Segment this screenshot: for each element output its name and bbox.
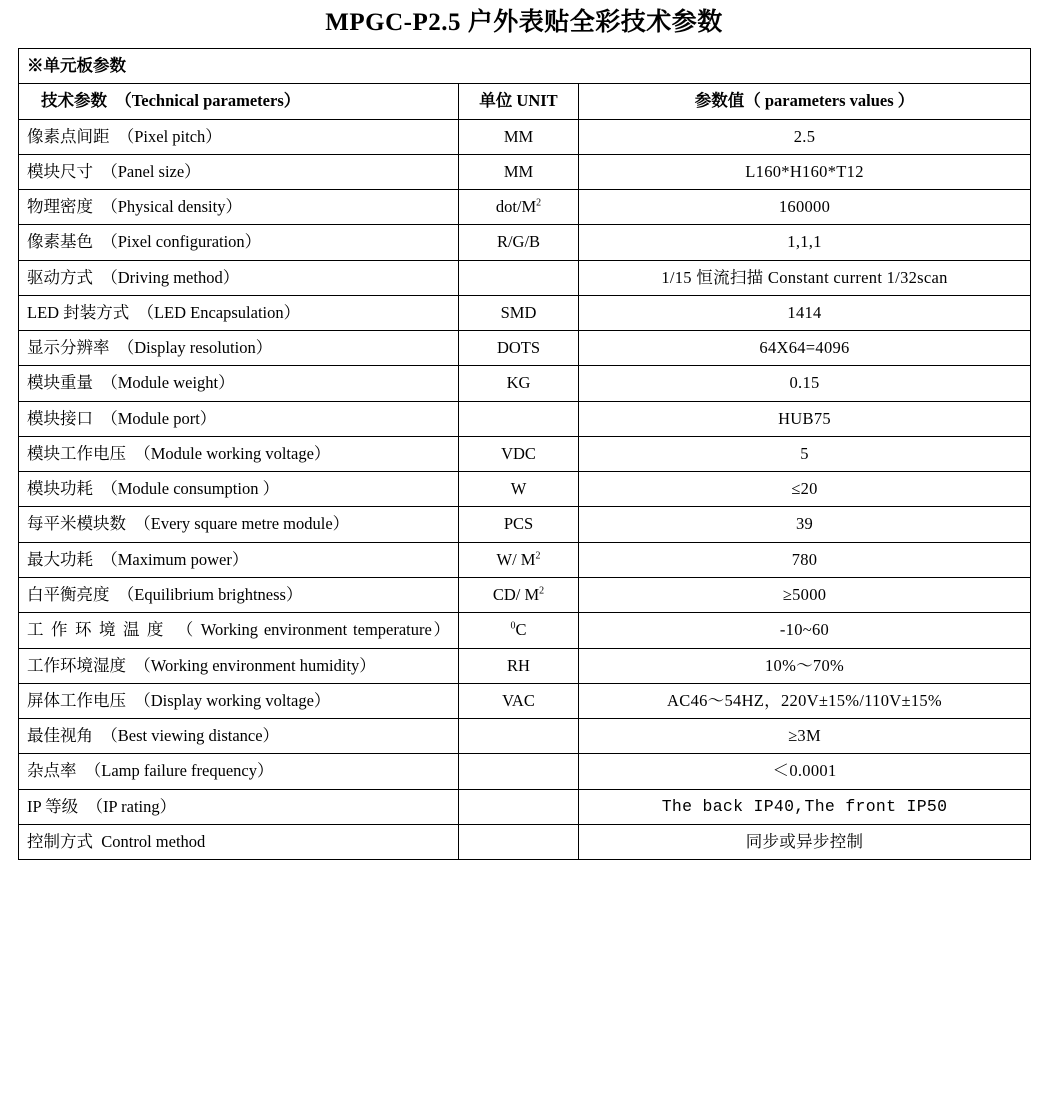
value-cell: 同步或异步控制 [579, 824, 1031, 859]
value-cell: AC46～54HZ，220V±15%/110V±15% [579, 683, 1031, 718]
parameter-name-cell [19, 648, 459, 683]
value-cell: ≥5000 [579, 577, 1031, 612]
parameter-name-cell [19, 190, 459, 225]
value-cell: 1,1,1 [579, 225, 1031, 260]
table-row [19, 719, 1031, 754]
parameter-name-en: （Best viewing distance） [101, 726, 280, 746]
unit-cell: KG [459, 366, 579, 401]
parameter-name-cn: 显示分辨率 [27, 338, 110, 358]
unit-cell: DOTS [459, 331, 579, 366]
unit-cell: MM [459, 119, 579, 154]
parameter-name-cell [19, 154, 459, 189]
column-header-value: 参数值（ parameters values ） [579, 84, 1031, 119]
parameter-name-en: （Module weight） [101, 373, 235, 393]
table-section-heading-row [19, 49, 1031, 84]
parameter-name-en: （Pixel configuration） [101, 232, 262, 252]
parameter-name-cell [19, 824, 459, 859]
parameter-name-cn: 工 作 环 境 温 度 [27, 620, 166, 640]
parameter-name-cn: 模块重量 [27, 373, 93, 393]
parameter-name-cn: 物理密度 [27, 197, 93, 217]
parameter-name-cell [19, 260, 459, 295]
value-cell: ≤20 [579, 472, 1031, 507]
value-cell: 160000 [579, 190, 1031, 225]
parameter-name-cn: 白平衡亮度 [27, 584, 110, 604]
parameter-name-cn: 每平米模块数 [27, 514, 126, 534]
table-row [19, 472, 1031, 507]
unit-cell [459, 719, 579, 754]
table-row [19, 648, 1031, 683]
parameter-name-cell [19, 436, 459, 471]
parameter-name-cn: 控制方式 [27, 831, 93, 851]
table-row [19, 154, 1031, 189]
unit-cell [459, 754, 579, 789]
specification-table [18, 48, 1031, 860]
value-cell: 64X64=4096 [579, 331, 1031, 366]
value-cell: 0.15 [579, 366, 1031, 401]
table-row [19, 119, 1031, 154]
parameter-name-cell [19, 542, 459, 577]
table-row [19, 436, 1031, 471]
table-row [19, 754, 1031, 789]
parameter-name-cn: 模块工作电压 [27, 443, 126, 463]
value-cell: 39 [579, 507, 1031, 542]
parameter-name-en: （Lamp failure frequency） [84, 761, 274, 781]
table-row [19, 683, 1031, 718]
parameter-name-en: （Pixel pitch） [117, 126, 222, 146]
unit-cell: PCS [459, 507, 579, 542]
value-cell: 5 [579, 436, 1031, 471]
parameter-name-cn: 驱动方式 [27, 267, 93, 287]
table-row [19, 401, 1031, 436]
column-header-unit: 单位 UNIT [459, 84, 579, 119]
parameter-name-cell [19, 577, 459, 612]
parameter-name-cn: 最佳视角 [27, 726, 93, 746]
section-heading-cell: ※单元板参数 [19, 49, 1031, 84]
unit-cell [459, 260, 579, 295]
parameter-name-cn: 模块接口 [27, 408, 93, 428]
table-row [19, 366, 1031, 401]
table-row [19, 824, 1031, 859]
value-cell: The back IP40,The front IP50 [579, 789, 1031, 824]
unit-cell: $^0$C [459, 613, 579, 648]
table-row [19, 190, 1031, 225]
parameter-name-cell [19, 225, 459, 260]
table-row [19, 577, 1031, 612]
table-row [19, 225, 1031, 260]
parameter-name-en: （Every square metre module） [134, 514, 350, 534]
table-row [19, 295, 1031, 330]
unit-cell: CD/ $M^2$ [459, 577, 579, 612]
value-cell: ＜0.0001 [579, 754, 1031, 789]
parameter-name-cn: 像素点间距 [27, 126, 110, 146]
unit-cell: MM [459, 154, 579, 189]
parameter-name-en: Control method [101, 831, 206, 851]
unit-cell: VDC [459, 436, 579, 471]
value-cell: 10%～70% [579, 648, 1031, 683]
parameter-name-cn: 工作环境湿度 [27, 655, 126, 675]
parameter-name-en: （Module consumption ） [101, 479, 280, 499]
parameter-name-cn: IP 等级 [27, 796, 79, 816]
parameter-name-cn: 像素基色 [27, 232, 93, 252]
unit-cell: R/G/B [459, 225, 579, 260]
parameter-name-cell [19, 507, 459, 542]
value-cell: 2.5 [579, 119, 1031, 154]
table-row [19, 507, 1031, 542]
unit-cell: W/ $M^2$ [459, 542, 579, 577]
parameter-name-en: （Working environment humidity） [134, 655, 376, 675]
value-cell: 780 [579, 542, 1031, 577]
unit-cell: W [459, 472, 579, 507]
unit-cell: RH [459, 648, 579, 683]
parameter-name-cell [19, 366, 459, 401]
parameter-name-cn: 杂点率 [27, 761, 77, 781]
parameter-name-cell [19, 719, 459, 754]
table-row [19, 260, 1031, 295]
parameter-name-cell [19, 119, 459, 154]
parameter-name-cell [19, 472, 459, 507]
parameter-name-cn: 最大功耗 [27, 549, 93, 569]
parameter-name-en: （Display resolution） [117, 338, 273, 358]
parameter-name-en: （Module working voltage） [134, 443, 331, 463]
table-row [19, 613, 1031, 648]
table-row [19, 542, 1031, 577]
parameter-name-cn: LED 封装方式 [27, 302, 130, 322]
parameter-name-cell [19, 754, 459, 789]
value-cell: ≥3M [579, 719, 1031, 754]
parameter-name-cell [19, 683, 459, 718]
parameter-name-en: （Display working voltage） [134, 690, 331, 710]
unit-cell: dot/$M^2$ [459, 190, 579, 225]
parameter-name-en: （Equilibrium brightness） [117, 584, 303, 604]
parameter-name-en: （Driving method） [101, 267, 240, 287]
parameter-name-en: （Maximum power） [101, 549, 249, 569]
parameter-name-en: （LED Encapsulation） [137, 302, 301, 322]
parameter-name-cn: 模块功耗 [27, 479, 93, 499]
parameter-name-cell [19, 789, 459, 824]
unit-cell: SMD [459, 295, 579, 330]
value-cell: HUB75 [579, 401, 1031, 436]
value-cell: 1/15 恒流扫描 Constant current 1/32scan [579, 260, 1031, 295]
page-title: MPGC-P2.5 户外表贴全彩技术参数 [325, 9, 723, 36]
parameter-name-cell [19, 613, 459, 648]
parameter-name-cell [19, 331, 459, 366]
value-cell: L160*H160*T12 [579, 154, 1031, 189]
parameter-name-en: （IP rating） [86, 796, 177, 816]
parameter-name-cn: 模块尺寸 [27, 161, 93, 181]
table-row [19, 789, 1031, 824]
table-header-row [19, 84, 1031, 119]
parameter-name-cell [19, 401, 459, 436]
value-cell: 1414 [579, 295, 1031, 330]
parameter-name-cn: 屏体工作电压 [27, 690, 126, 710]
unit-cell: VAC [459, 683, 579, 718]
value-cell: -10~60 [579, 613, 1031, 648]
parameter-name-en: （ Working environment temperature） [176, 620, 451, 640]
unit-cell [459, 401, 579, 436]
table-row [19, 331, 1031, 366]
parameter-name-en: （Panel size） [101, 161, 201, 181]
parameter-name-en: （Physical density） [101, 197, 242, 217]
unit-cell [459, 789, 579, 824]
column-header-parameter: 技术参数 （Technical parameters） [19, 84, 459, 119]
parameter-name-cell [19, 295, 459, 330]
parameter-name-en: （Module port） [101, 408, 217, 428]
unit-cell [459, 824, 579, 859]
